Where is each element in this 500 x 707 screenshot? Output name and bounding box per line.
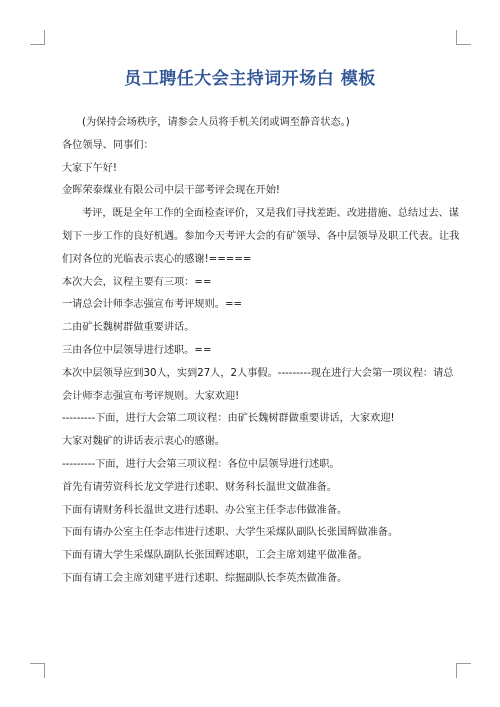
crop-mark-top-right	[456, 30, 471, 45]
paragraph-agenda-1: 一请总会计师李志强宣布考评规则。==	[62, 299, 243, 311]
paragraph-report-5: 下面有请工会主席刘建平进行述职、综掘副队长李英杰做准备。	[62, 572, 348, 584]
paragraph-attendance: 本次中层领导应到30人，实到27人，2人事假。---------现在进行大会第一项议程：请总会计师李志强宣布考评规则。大家欢迎!	[62, 367, 454, 402]
paragraph-report-4: 下面有请大学生采煤队副队长张国辉述职，工会主席刘建平做准备。	[62, 550, 368, 562]
paragraph-notice: (为保持会场秩序，请参会人员将手机关闭或调至静音状态。)	[82, 117, 350, 128]
paragraph-greeting: 大家下午好!	[62, 162, 118, 174]
paragraph-thanks: 大家对魏矿的讲话表示衷心的感谢。	[62, 436, 225, 448]
paragraph-report-3: 下面有请办公室主任李志伟进行述职、大学生采煤队副队长张国辉做准备。	[62, 527, 399, 539]
paragraph-opening: 金晖荣泰煤业有限公司中层干部考评会现在开始!	[62, 185, 281, 197]
paragraph-salutation: 各位领导、同事们：	[62, 139, 154, 151]
paragraph-item-2: ---------下面，进行大会第二项议程：由矿长魏树群做重要讲话，大家欢迎!	[62, 413, 395, 425]
paragraph-report-1: 首先有请劳资科长龙文学进行述职、财务科长温世文做准备。	[62, 481, 338, 493]
crop-mark-bottom-left	[30, 663, 45, 678]
crop-mark-bottom-right	[456, 663, 471, 678]
paragraph-agenda-intro: 本次大会，议程主要有三项：==	[62, 276, 212, 288]
crop-mark-top-left	[30, 30, 45, 45]
paragraph-agenda-3: 三由各位中层领导进行述职。==	[62, 344, 212, 356]
document-title: 员工聘任大会主持词开场白 模板	[124, 69, 376, 89]
paragraph-purpose: 考评，既是全年工作的全面检查评价，又是我们寻找差距、改进措施、总结过去、谋划下一步工作的良好机遇。参加今天考评大会的有矿领导、各中层领导及职工代表。让我们对各位的光临表示衷心的感谢!=====	[62, 208, 460, 265]
paragraph-report-2: 下面有请财务科长温世文进行述职、办公室主任李志伟做准备。	[62, 504, 348, 516]
paragraph-agenda-2: 二由矿长魏树群做重要讲话。	[62, 322, 195, 334]
document-body	[62, 112, 462, 591]
paragraph-item-3: ---------下面，进行大会第三项议程：各位中层领导进行述职。	[62, 458, 340, 470]
